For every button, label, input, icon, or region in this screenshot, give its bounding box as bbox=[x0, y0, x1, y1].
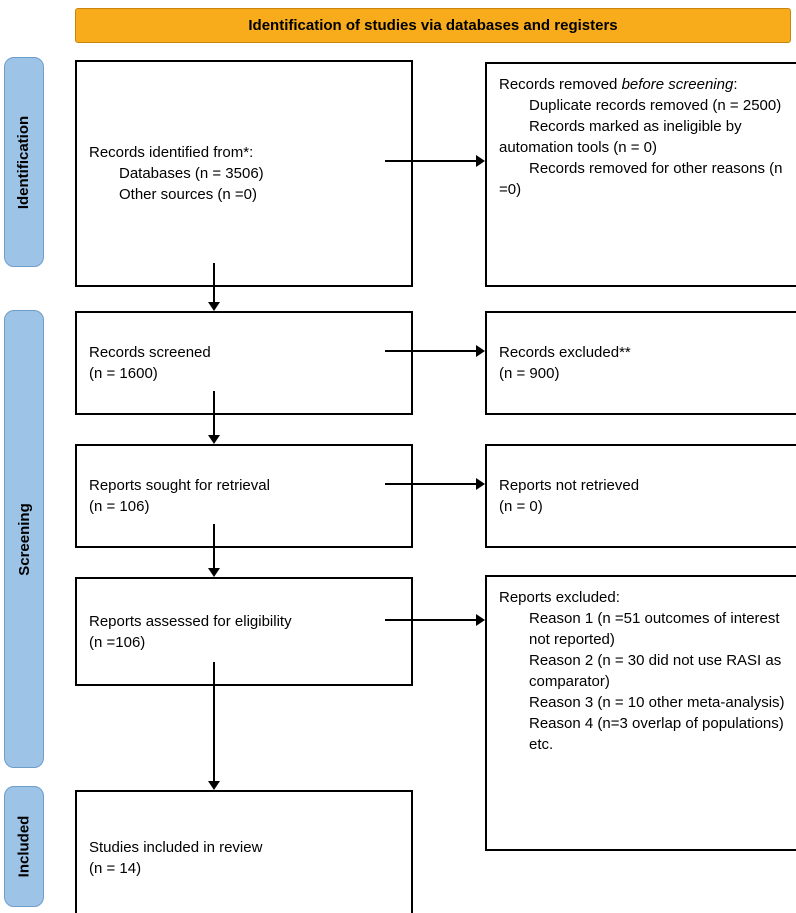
records-excluded-line1: Records excluded** bbox=[499, 344, 631, 361]
arrow-down-screened-to-sought bbox=[208, 391, 220, 444]
reports-assessed-line2: (n =106) bbox=[89, 633, 146, 651]
arrow-head-icon bbox=[208, 435, 220, 444]
stage-label-identification bbox=[4, 57, 44, 267]
records-excluded-line2: (n = 900) bbox=[499, 365, 560, 382]
reports-not-retrieved-line2: (n = 0) bbox=[499, 498, 543, 515]
records-removed-item-other: Records removed for other reasons (n =0) bbox=[499, 160, 783, 198]
box-records-identified bbox=[75, 60, 413, 287]
records-removed-title-suffix: : bbox=[733, 76, 738, 93]
stage-label-screening bbox=[4, 310, 44, 768]
box-reports-excluded bbox=[485, 575, 796, 851]
arrow-head-icon bbox=[476, 345, 485, 357]
box-records-screened bbox=[75, 311, 413, 415]
reports-excluded-title: Reports excluded: bbox=[499, 589, 620, 606]
arrow-head-icon bbox=[476, 155, 485, 167]
records-identified-item-databases: Databases (n = 3506) bbox=[119, 165, 264, 182]
records-identified-title: Records identified from*: bbox=[89, 144, 254, 161]
banner-title: Identification of studies via databases and registers bbox=[248, 17, 618, 34]
box-records-excluded bbox=[485, 311, 796, 415]
arrow-head-icon bbox=[476, 478, 485, 490]
arrow-shaft bbox=[385, 619, 477, 621]
arrow-shaft bbox=[213, 524, 215, 569]
arrow-head-icon bbox=[208, 302, 220, 311]
studies-included-line2: (n = 14) bbox=[89, 860, 142, 877]
arrow-head-icon bbox=[208, 781, 220, 790]
box-records-removed bbox=[485, 62, 796, 287]
studies-included-line1: Studies included in review bbox=[89, 839, 263, 856]
reports-excluded-reason-3: Reason 3 (n = 10 other meta-analysis) bbox=[529, 694, 785, 711]
reports-assessed-line1: Reports assessed for eligibility bbox=[89, 612, 292, 630]
reports-excluded-reason-4: Reason 4 (n=3 overlap of populations) bbox=[529, 715, 784, 732]
records-removed-title-italic: before screening bbox=[621, 76, 734, 93]
records-removed-item-automation: Records marked as ineligible by automation tools (n = 0) bbox=[499, 118, 742, 156]
reports-excluded-reason-2: Reason 2 (n = 30 did not use RASI as comparator) bbox=[529, 652, 782, 690]
records-removed-item-duplicates: Duplicate records removed (n = 2500) bbox=[529, 97, 782, 114]
arrow-shaft bbox=[213, 662, 215, 782]
records-screened-line1: Records screened bbox=[89, 344, 211, 361]
arrow-shaft bbox=[385, 160, 477, 162]
records-removed-title-prefix: Records removed bbox=[499, 76, 622, 93]
arrow-shaft bbox=[385, 350, 477, 352]
banner bbox=[75, 8, 791, 43]
reports-not-retrieved-line1: Reports not retrieved bbox=[499, 477, 640, 494]
stage-label-screening-text: Screening bbox=[15, 502, 33, 576]
records-identified-item-other: Other sources (n =0) bbox=[119, 186, 257, 203]
arrow-right-sought-to-not-retrieved bbox=[385, 478, 485, 490]
reports-sought-line1: Reports sought for retrieval bbox=[89, 477, 270, 494]
reports-excluded-etc: etc. bbox=[529, 736, 554, 753]
arrow-shaft bbox=[385, 483, 477, 485]
records-screened-line2: (n = 1600) bbox=[89, 365, 158, 382]
arrow-right-assessed-to-reports-excluded bbox=[385, 614, 485, 626]
reports-excluded-reason-1: Reason 1 (n =51 outcomes of interest not reported) bbox=[529, 610, 780, 648]
stage-label-included-text: Included bbox=[15, 815, 33, 878]
reports-sought-line2: (n = 106) bbox=[89, 498, 150, 515]
arrow-down-sought-to-assessed bbox=[208, 524, 220, 577]
arrow-right-identified-to-removed bbox=[385, 155, 485, 167]
box-reports-assessed bbox=[75, 577, 413, 686]
box-studies-included bbox=[75, 790, 413, 913]
stage-label-identification-text: Identification bbox=[15, 115, 33, 209]
arrow-down-assessed-to-included bbox=[208, 662, 220, 790]
arrow-shaft bbox=[213, 391, 215, 436]
box-reports-not-retrieved bbox=[485, 444, 796, 548]
arrow-shaft bbox=[213, 263, 215, 303]
arrow-head-icon bbox=[476, 614, 485, 626]
records-removed-title bbox=[499, 74, 796, 95]
arrow-down-identified-to-screened bbox=[208, 263, 220, 311]
box-reports-sought bbox=[75, 444, 413, 548]
stage-label-included bbox=[4, 786, 44, 907]
arrow-right-screened-to-excluded bbox=[385, 345, 485, 357]
arrow-head-icon bbox=[208, 568, 220, 577]
